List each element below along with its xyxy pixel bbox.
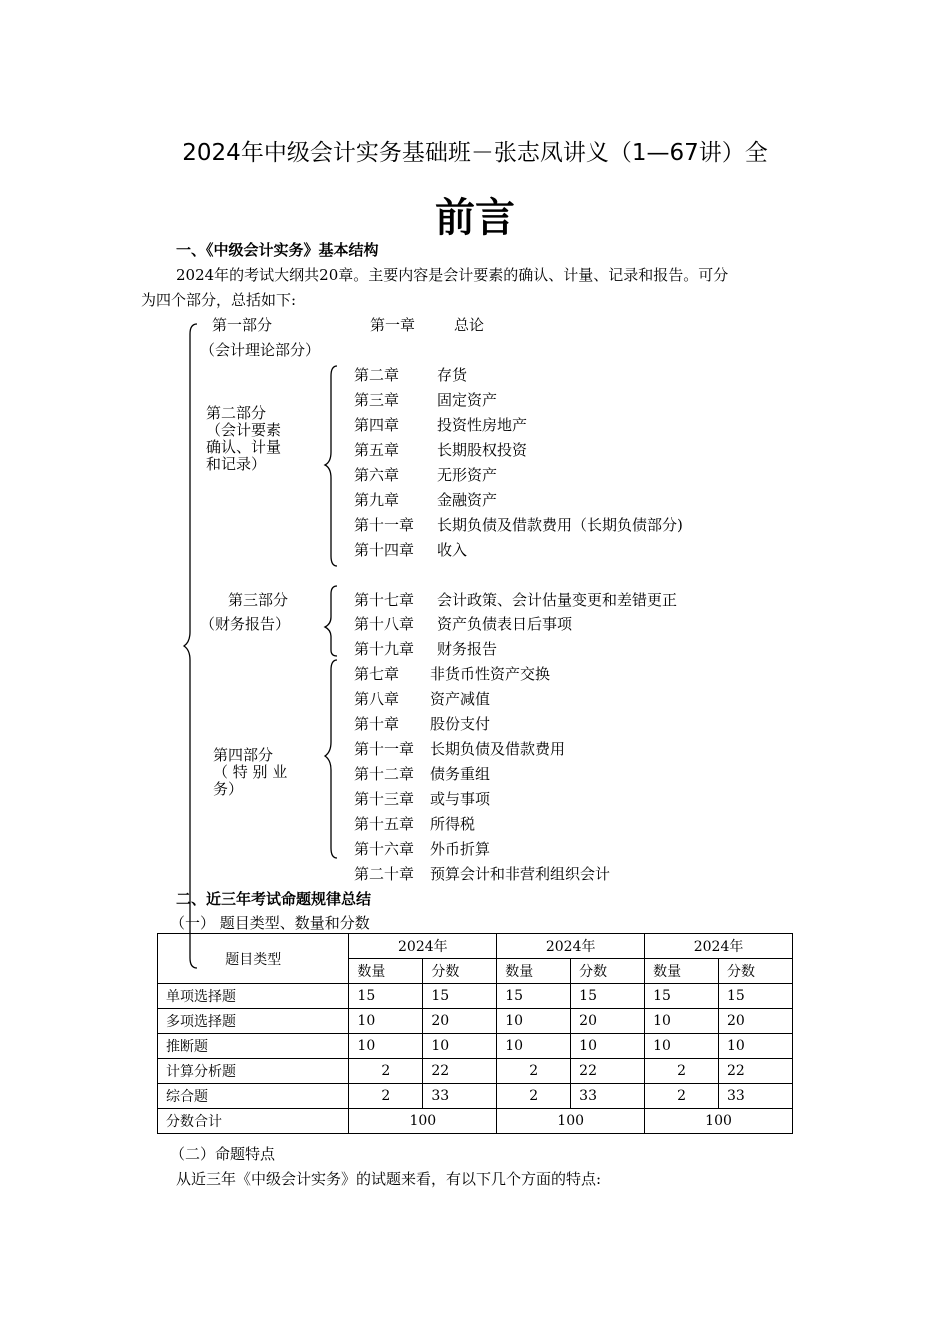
chapter-num: 第十章 — [354, 715, 400, 733]
type-cell: 单项选择题 — [158, 984, 349, 1009]
value-cell: 15 — [571, 984, 645, 1009]
total-label: 分数合计 — [158, 1109, 349, 1134]
chapter-num: 第八章 — [354, 690, 400, 708]
chapter-num: 第十一章 — [354, 740, 415, 758]
value-cell: 2 — [497, 1084, 571, 1109]
score-header: 分数 — [719, 959, 793, 984]
value-cell: 22 — [423, 1059, 497, 1084]
closing-text: 从近三年《中级会计实务》的试题来看，有以下几个方面的特点: — [176, 1170, 602, 1188]
chapter-name: 长期负债及借款费用 — [430, 740, 566, 758]
score-header: 分数 — [571, 959, 645, 984]
count-header: 数量 — [645, 959, 719, 984]
table-row — [158, 1034, 793, 1059]
score-table — [157, 933, 793, 1134]
table-row — [158, 984, 793, 1009]
chapter-name: 会计政策、会计估量变更和差错更正 — [437, 591, 678, 609]
part4-brace — [325, 660, 337, 858]
document-title: 2024年中级会计实务基础班－张志凤讲义（1—67讲）全 — [182, 140, 768, 166]
part2-label: 确认、计量 — [206, 438, 282, 456]
value-cell: 2 — [349, 1059, 423, 1084]
type-cell: 计算分析题 — [158, 1059, 349, 1084]
part3-brace — [325, 586, 337, 656]
part3-desc: （财务报告） — [200, 615, 291, 633]
chapter-name: 投资性房地产 — [437, 416, 528, 434]
year-header: 2024年 — [349, 934, 497, 959]
total-cell: 100 — [645, 1109, 793, 1134]
value-cell: 15 — [719, 984, 793, 1009]
table-row — [158, 1059, 793, 1084]
value-cell: 20 — [423, 1009, 497, 1034]
chapter-name: 长期股权投资 — [437, 441, 528, 459]
value-cell: 10 — [349, 1009, 423, 1034]
section2-sub1: （一） 题目类型、数量和分数 — [170, 914, 370, 932]
chapter-name: 存货 — [437, 366, 468, 384]
chapter-name: 收入 — [437, 541, 468, 559]
chapter-num: 第九章 — [354, 491, 400, 509]
chapter-num: 第十九章 — [354, 640, 415, 658]
section1-title: 一、《中级会计实务》基本结构 — [176, 241, 379, 259]
value-cell: 20 — [571, 1009, 645, 1034]
value-cell: 15 — [349, 984, 423, 1009]
value-cell: 10 — [645, 1009, 719, 1034]
value-cell: 15 — [497, 984, 571, 1009]
chapter-name: 资产减值 — [430, 690, 491, 708]
chapter-num: 第十六章 — [354, 840, 415, 858]
chapter-name: 或与事项 — [430, 790, 491, 808]
value-cell: 33 — [423, 1084, 497, 1109]
chapter-num: 第四章 — [354, 416, 400, 434]
section2-sub2: （二）命题特点 — [170, 1145, 276, 1163]
preface-heading: 前言 — [435, 195, 515, 241]
part4-label: 第四部分 — [213, 746, 274, 764]
type-cell: 多项选择题 — [158, 1009, 349, 1034]
total-cell: 100 — [349, 1109, 497, 1134]
value-cell: 10 — [423, 1034, 497, 1059]
part1-desc: （会计理论部分） — [200, 341, 321, 359]
chapter-num: 第二章 — [354, 366, 400, 384]
value-cell: 2 — [645, 1084, 719, 1109]
chapter-name: 金融资产 — [437, 491, 498, 509]
part3-name: 第三部分 — [228, 591, 289, 609]
chapter-name: 所得税 — [430, 815, 476, 833]
count-header: 数量 — [497, 959, 571, 984]
chapter-name: 外币折算 — [430, 840, 491, 858]
chapter-num: 第六章 — [354, 466, 400, 484]
part4-label: 务） — [213, 780, 244, 798]
part4-label: （ 特 别 业 — [213, 763, 288, 781]
table-row — [158, 1084, 793, 1109]
chapter-num: 第七章 — [354, 665, 400, 683]
chapter-name: 预算会计和非营利组织会计 — [430, 865, 611, 883]
chapter-num: 第十五章 — [354, 815, 415, 833]
part2-label: 第二部分 — [206, 404, 267, 422]
chapter-num: 第十七章 — [354, 591, 415, 609]
intro-line-2: 为四个部分，总括如下: — [141, 291, 297, 309]
chapter-name: 固定资产 — [437, 391, 498, 409]
chapter-name: 股份支付 — [430, 715, 491, 733]
section2-title: 二、近三年考试命题规律总结 — [176, 890, 372, 908]
table-total-row — [158, 1109, 793, 1134]
chapter-name: 资产负债表日后事项 — [437, 615, 573, 633]
part2-label: 和记录） — [206, 455, 267, 473]
chapter-name: 总论 — [454, 316, 485, 334]
chapter-name: 长期负债及借款费用（长期负债部分) — [437, 516, 683, 534]
intro-line-1: 2024年的考试大纲共20章。主要内容是会计要素的确认、计量、记录和报告。可分 — [176, 266, 729, 284]
value-cell: 22 — [571, 1059, 645, 1084]
part2-label: （会计要素 — [206, 421, 282, 439]
value-cell: 10 — [719, 1034, 793, 1059]
value-cell: 10 — [497, 1009, 571, 1034]
table-row — [158, 1009, 793, 1034]
value-cell: 10 — [497, 1034, 571, 1059]
chapter-num: 第十一章 — [354, 516, 415, 534]
chapter-num: 第一章 — [370, 316, 416, 334]
value-cell: 2 — [349, 1084, 423, 1109]
value-cell: 10 — [645, 1034, 719, 1059]
year-header: 2024年 — [645, 934, 793, 959]
value-cell: 15 — [645, 984, 719, 1009]
chapter-num: 第五章 — [354, 441, 400, 459]
value-cell: 33 — [571, 1084, 645, 1109]
outer-brace — [184, 324, 197, 968]
score-header: 分数 — [423, 959, 497, 984]
chapter-name: 财务报告 — [437, 640, 498, 658]
value-cell: 15 — [423, 984, 497, 1009]
count-header: 数量 — [349, 959, 423, 984]
type-cell: 综合题 — [158, 1084, 349, 1109]
total-cell: 100 — [497, 1109, 645, 1134]
value-cell: 33 — [719, 1084, 793, 1109]
type-header: 题目类型 — [158, 934, 349, 984]
value-cell: 2 — [645, 1059, 719, 1084]
value-cell: 22 — [719, 1059, 793, 1084]
chapter-num: 第十四章 — [354, 541, 415, 559]
chapter-num: 第二十章 — [354, 865, 415, 883]
value-cell: 10 — [571, 1034, 645, 1059]
chapter-name: 债务重组 — [430, 765, 491, 783]
part2-brace — [325, 366, 337, 566]
chapter-num: 第三章 — [354, 391, 400, 409]
chapter-name: 非货币性资产交换 — [430, 665, 551, 683]
chapter-num: 第十二章 — [354, 765, 415, 783]
type-cell: 推断题 — [158, 1034, 349, 1059]
value-cell: 2 — [497, 1059, 571, 1084]
value-cell: 20 — [719, 1009, 793, 1034]
chapter-name: 无形资产 — [437, 466, 498, 484]
year-header: 2024年 — [497, 934, 645, 959]
chapter-num: 第十三章 — [354, 790, 415, 808]
chapter-num: 第十八章 — [354, 615, 415, 633]
table-header-row — [158, 934, 793, 959]
value-cell: 10 — [349, 1034, 423, 1059]
part1-name: 第一部分 — [212, 316, 273, 334]
